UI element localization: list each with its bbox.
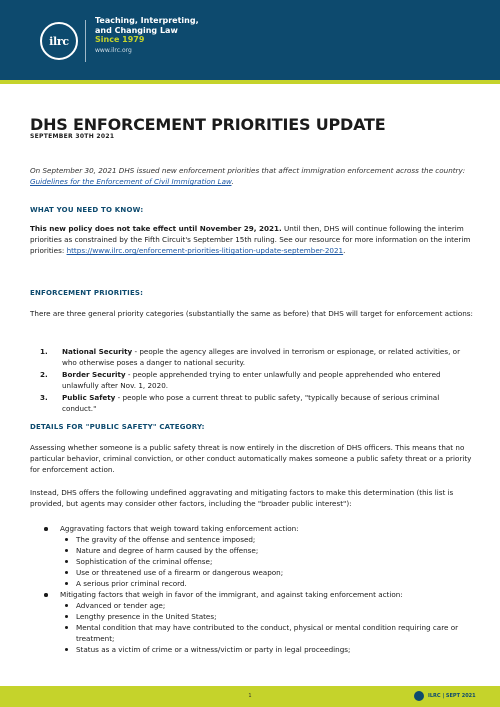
- list-item: Use or threatened use of a firearm or dangerous weapon;: [40, 567, 470, 578]
- tagline-line1: Teaching, Interpreting,: [95, 16, 199, 25]
- list-item-aggravating: Aggravating factors that weigh toward taking enforcement action:: [40, 523, 470, 534]
- ilrc-logo-icon[interactable]: [40, 22, 78, 60]
- section2-intro: There are three general priority categories (substantially the same as before) that DHS will target for enforcement actions:: [30, 309, 473, 318]
- bullet-icon: [65, 604, 68, 607]
- footer-logo-icon: [414, 691, 424, 701]
- factors-list: [40, 523, 470, 655]
- list-item: Mental condition that may have contributed to the conduct, physical or mental condition requiring care or treatment;: [40, 622, 470, 644]
- list-item: Status as a victim of crime or a witness/victim or party in legal proceedings;: [40, 644, 470, 655]
- section3-paragraph1: Assessing whether someone is a public safety threat is now entirely in the discretion of DHS officers. This means that no particular behavior, criminal conviction, or other conduct automatically makes someone a public safety threat or a priority for enforcement action.: [30, 443, 472, 474]
- guidelines-link[interactable]: Guidelines for the Enforcement of Civil Immigration Law: [30, 177, 232, 186]
- bullet-icon: [65, 615, 68, 618]
- bullet-icon: [65, 549, 68, 552]
- list-item: Lengthy presence in the United States;: [40, 611, 470, 622]
- list-item: Advanced or tender age;: [40, 600, 470, 611]
- priority-list: [40, 347, 470, 416]
- list-item: Nature and degree of harm caused by the offense;: [40, 545, 470, 556]
- header-divider: [85, 20, 86, 62]
- list-item: 3. Public Safety - people who pose a current threat to public safety, "typically because of serious criminal conduct.": [40, 393, 440, 413]
- tagline-since: Since 1979: [95, 35, 145, 44]
- list-item: 1. National Security - people the agency alleges are involved in terrorism or espionage, or related activities, or who otherwise poses a danger to national security.: [40, 347, 461, 367]
- list-item-mitigating: Mitigating factors that weigh in favor of the immigrant, and against taking enforcement action:: [40, 589, 470, 600]
- list-item: A serious prior criminal record.: [40, 578, 470, 589]
- header-banner: [0, 0, 500, 80]
- logo-text: ilrc: [49, 34, 69, 48]
- section-heading-public-safety: DETAILS FOR "PUBLIC SAFETY" CATEGORY:: [30, 423, 205, 431]
- bullet-icon: [65, 626, 68, 629]
- bullet-icon: [65, 560, 68, 563]
- page-number: 1: [248, 693, 252, 699]
- bullet-icon: [65, 571, 68, 574]
- section1-text: Until then, DHS will continue following the interim priorities as constrained by the Fifth Circuit's September 15th ruling. See our resource for more information on the interim priorities:: [30, 224, 471, 255]
- list-item: The gravity of the offense and sentence imposed;: [40, 534, 470, 545]
- section-heading-what-you-need: WHAT YOU NEED TO KNOW:: [30, 206, 144, 214]
- bullet-icon: [65, 582, 68, 585]
- document-title: DHS ENFORCEMENT PRIORITIES UPDATE: [30, 115, 386, 134]
- list-item: 2. Border Security - people apprehended trying to enter unlawfully and people apprehended who entered unlawfully after Nov. 1, 2020.: [40, 370, 441, 390]
- tagline-line2: and Changing Law: [95, 25, 178, 35]
- interim-priorities-link[interactable]: https://www.ilrc.org/enforcement-priorities-litigation-update-september-2021: [66, 246, 344, 255]
- list-item: Sophistication of the criminal offense;: [40, 556, 470, 567]
- bullet-icon: [65, 538, 68, 541]
- bullet-icon: [44, 593, 48, 597]
- effective-date-bold: This new policy does not take effect until November 29, 2021.: [30, 224, 282, 233]
- website-link[interactable]: www.ilrc.org: [95, 46, 132, 54]
- intro-paragraph: On September 30, 2021 DHS issued new enforcement priorities that affect immigration enforcement across the country: Guidelines for the Enforcement of Civil Immigration Law.: [30, 166, 466, 186]
- header-tagline: [95, 16, 199, 55]
- intro-text: On September 30, 2021 DHS issued new enforcement priorities that affect immigration enforcement across the country:: [30, 166, 466, 175]
- section1-paragraph: This new policy does not take effect until November 29, 2021. Until then, DHS will continue following the interim priorities as constrained by the Fifth Circuit's September 15th ruling. See our resource for more information on the interim priorities: https://www.ilrc.org/enforcement-priorities-litigation-update-september-2021.: [30, 224, 471, 255]
- document-date: SEPTEMBER 30TH 2021: [30, 133, 115, 140]
- header-accent-stripe: [0, 80, 500, 84]
- section3-paragraph2: Instead, DHS offers the following undefined aggravating and mitigating factors to make this determination (this list is provided, but agents may consider other factors, including the "broader public interest"):: [30, 488, 454, 508]
- footer-label: ILRC | SEPT 2021: [428, 693, 476, 699]
- section-heading-enforcement-priorities: ENFORCEMENT PRIORITIES:: [30, 289, 144, 297]
- bullet-icon: [44, 527, 48, 531]
- bullet-icon: [65, 648, 68, 651]
